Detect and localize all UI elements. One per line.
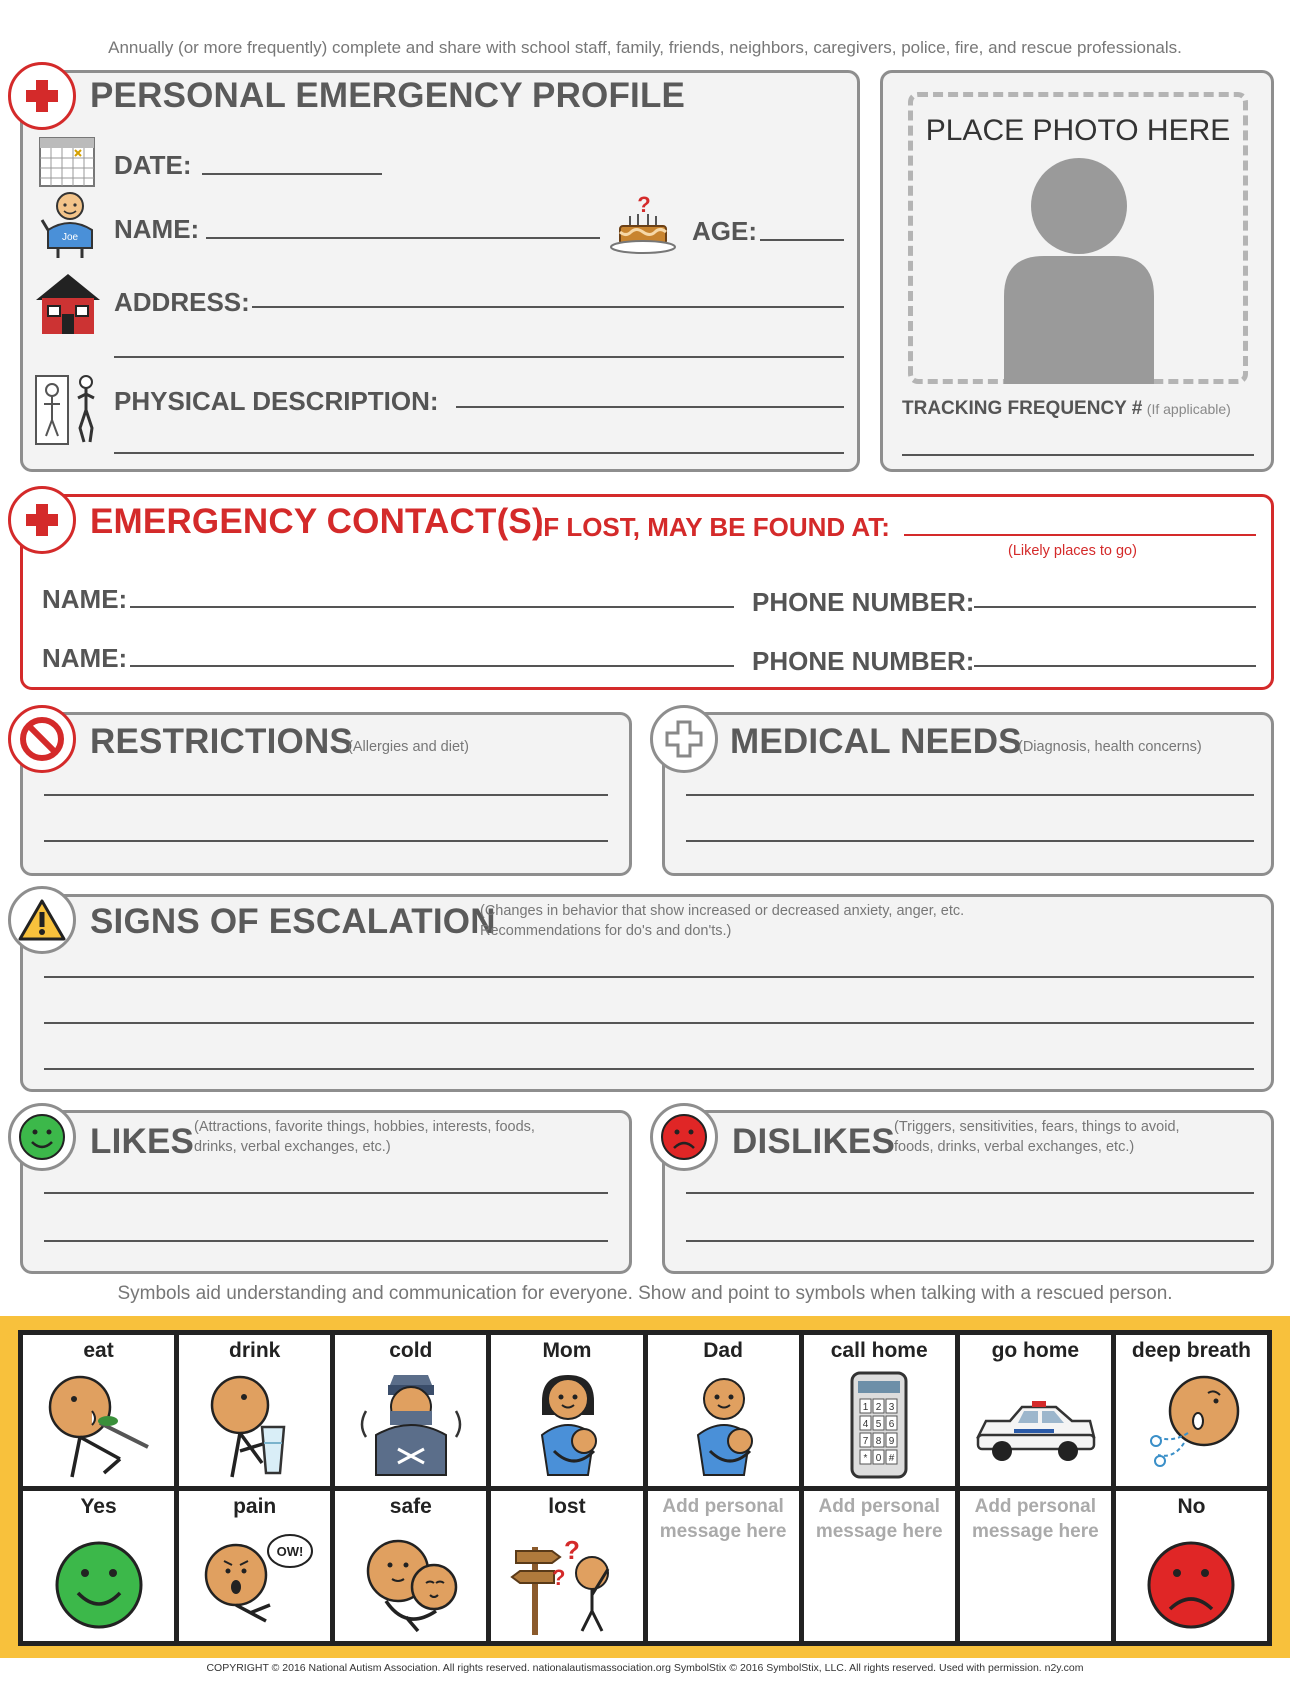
dislikes-note-1: (Triggers, sensitivities, fears, things to avoid,	[894, 1119, 1180, 1135]
svg-text:?: ?	[637, 192, 651, 217]
deep-breath-icon	[1126, 1371, 1256, 1481]
symbol-label: Mom	[542, 1339, 592, 1362]
lost-signpost-icon	[502, 1527, 632, 1637]
age-line[interactable]	[760, 239, 844, 241]
symbol-personal-message-2[interactable]	[804, 1491, 955, 1642]
symbol-eat[interactable]	[23, 1335, 174, 1486]
phone-key-label: 4	[862, 1419, 869, 1430]
physical-line-2[interactable]	[114, 452, 844, 454]
symbol-pain[interactable]	[179, 1491, 330, 1642]
tracking-line[interactable]	[902, 454, 1254, 456]
no-sad-face-icon	[1126, 1527, 1256, 1637]
svg-text:?: ?	[551, 1564, 566, 1590]
copyright-footer: COPYRIGHT © 2016 National Autism Association. All rights reserved. nationalautismassociation.org SymbolStix © 2016 SymbolStix, LLC. All rights reserved. Used with permission. n2y.com	[206, 1662, 1084, 1674]
person-silhouette-icon	[994, 156, 1164, 389]
symbol-personal-message-3[interactable]	[960, 1491, 1111, 1642]
symbol-deep-breath[interactable]	[1116, 1335, 1267, 1486]
found-at-label: IF LOST, MAY BE FOUND AT:	[536, 512, 890, 542]
symbol-label: Dad	[703, 1339, 743, 1362]
contact-phone-line-1[interactable]	[974, 606, 1256, 608]
symbol-label: deep breath	[1131, 1339, 1251, 1362]
symbols-instruction: Symbols aid understanding and communication for everyone. Show and point to symbols when talking with a rescued person.	[117, 1283, 1173, 1304]
medical-cross-icon	[650, 705, 718, 773]
escalation-title: SIGNS OF ESCALATION	[90, 902, 496, 941]
no-symbol-icon	[8, 705, 76, 773]
safe-hug-icon	[346, 1527, 476, 1637]
emergency-title: EMERGENCY CONTACT(S)	[90, 502, 544, 541]
symbol-call-home[interactable]	[804, 1335, 955, 1486]
profile-title: PERSONAL EMERGENCY PROFILE	[90, 76, 686, 115]
symbol-cold[interactable]	[335, 1335, 486, 1486]
escalation-note-2: Recommendations for do's and don'ts.)	[480, 923, 732, 939]
mom-icon	[502, 1371, 632, 1481]
contact-name-line-2[interactable]	[130, 665, 734, 667]
likes-line-2[interactable]	[44, 1240, 608, 1242]
dislikes-note-2: foods, drinks, verbal exchanges, etc.)	[894, 1139, 1135, 1155]
symbol-personal-message-1[interactable]	[648, 1491, 799, 1642]
symbol-label: call home	[830, 1339, 928, 1362]
drink-icon	[190, 1371, 320, 1481]
warning-icon	[8, 886, 76, 954]
symbol-dad[interactable]	[648, 1335, 799, 1486]
symbol-label: Add personal message here	[971, 1495, 1099, 1542]
escalation-note-1: (Changes in behavior that show increased or decreased anxiety, anger, etc.	[480, 903, 965, 919]
red-cross-icon	[8, 62, 76, 130]
contact-name-label-1: NAME:	[42, 584, 128, 614]
likes-line-1[interactable]	[44, 1192, 608, 1194]
address-line-1[interactable]	[252, 306, 844, 308]
yes-happy-face-icon	[34, 1527, 164, 1637]
sad-face-icon	[650, 1103, 718, 1171]
escalation-line-1[interactable]	[44, 976, 1254, 978]
dislikes-line-1[interactable]	[686, 1192, 1254, 1194]
contact-phone-label-1: PHONE NUMBER:	[752, 587, 975, 617]
svg-text:?: ?	[563, 1534, 580, 1565]
dad-icon	[658, 1371, 788, 1481]
phone-icon	[814, 1371, 944, 1481]
date-line[interactable]	[202, 173, 382, 175]
phone-key-label: 0	[875, 1453, 882, 1464]
likes-note-2: drinks, verbal exchanges, etc.)	[194, 1139, 391, 1155]
contact-phone-line-2[interactable]	[974, 665, 1256, 667]
svg-text:OW!: OW!	[276, 1543, 304, 1559]
symbol-label: Add personal message here	[659, 1495, 787, 1542]
medical-line-1[interactable]	[686, 794, 1254, 796]
symbol-label: safe	[389, 1494, 432, 1518]
medical-note: (Diagnosis, health concerns)	[1018, 739, 1202, 755]
restrictions-title: RESTRICTIONS	[90, 722, 353, 761]
police-car-icon	[970, 1371, 1100, 1481]
restrictions-line-2[interactable]	[44, 840, 608, 842]
restrictions-note: (Allergies and diet)	[348, 739, 469, 755]
eat-icon	[34, 1371, 164, 1481]
symbol-label: Add personal message here	[815, 1495, 943, 1542]
symbol-label: Yes	[80, 1494, 117, 1518]
escalation-line-2[interactable]	[44, 1022, 1254, 1024]
body-description-icon	[34, 372, 100, 453]
symbol-label: go home	[991, 1339, 1080, 1362]
dislikes-title: DISLIKES	[732, 1122, 896, 1161]
phone-key-label: 1	[862, 1402, 869, 1413]
date-label: DATE:	[114, 150, 192, 180]
symbol-safe[interactable]	[335, 1491, 486, 1642]
contact-name-label-2: NAME:	[42, 643, 128, 673]
photo-caption: PLACE PHOTO HERE	[925, 114, 1231, 147]
symbol-label: lost	[548, 1494, 586, 1518]
physical-line-1[interactable]	[456, 406, 844, 408]
symbol-label: pain	[233, 1494, 277, 1518]
symbol-label: No	[1177, 1494, 1206, 1518]
calendar-icon	[38, 136, 96, 193]
person-icon	[38, 190, 98, 265]
restrictions-line-1[interactable]	[44, 794, 608, 796]
symbol-drink[interactable]	[179, 1335, 330, 1486]
house-icon	[32, 270, 104, 341]
symbol-board	[0, 1316, 1290, 1658]
happy-face-icon	[8, 1103, 76, 1171]
symbol-go-home[interactable]	[960, 1335, 1111, 1486]
phone-key-label: 6	[888, 1419, 895, 1430]
svg-text:Joe: Joe	[61, 232, 79, 243]
pain-icon	[190, 1527, 320, 1637]
contact-name-line-1[interactable]	[130, 606, 734, 608]
dislikes-line-2[interactable]	[686, 1240, 1254, 1242]
symbol-yes[interactable]	[23, 1491, 174, 1642]
tracking-label: TRACKING FREQUENCY # (If applicable)	[902, 398, 1231, 419]
phone-key-label: *	[863, 1453, 868, 1464]
phone-key-label: 7	[862, 1436, 869, 1447]
age-label: AGE:	[692, 216, 757, 246]
likes-title: LIKES	[90, 1122, 195, 1161]
physical-description-label: PHYSICAL DESCRIPTION:	[114, 386, 439, 416]
address-label: ADDRESS:	[114, 287, 250, 317]
cold-icon	[346, 1371, 476, 1481]
phone-key-label: 5	[875, 1419, 882, 1430]
phone-key-label: 2	[875, 1402, 882, 1413]
symbol-label: drink	[229, 1339, 281, 1362]
address-line-2[interactable]	[114, 356, 844, 358]
symbol-label: eat	[83, 1339, 114, 1362]
phone-key-label: 9	[888, 1436, 895, 1447]
medical-line-2[interactable]	[686, 840, 1254, 842]
symbol-mom[interactable]	[491, 1335, 642, 1486]
found-at-note: (Likely places to go)	[1008, 543, 1137, 559]
phone-key-label: 8	[875, 1436, 882, 1447]
contact-phone-label-2: PHONE NUMBER:	[752, 646, 975, 676]
phone-key-label: #	[888, 1453, 895, 1464]
found-at-line[interactable]	[904, 534, 1256, 536]
phone-key-label: 3	[888, 1402, 895, 1413]
name-line[interactable]	[206, 237, 600, 239]
medical-title: MEDICAL NEEDS	[730, 722, 1022, 761]
escalation-line-3[interactable]	[44, 1068, 1254, 1070]
top-instruction: Annually (or more frequently) complete and share with school staff, family, friends, neighbors, caregivers, police, fire, and rescue professionals.	[108, 38, 1182, 57]
red-cross-icon	[8, 486, 76, 554]
symbol-label: cold	[389, 1339, 433, 1362]
likes-note-1: (Attractions, favorite things, hobbies, interests, foods,	[194, 1119, 535, 1135]
symbol-lost[interactable]	[491, 1491, 642, 1642]
symbol-grid	[18, 1330, 1272, 1646]
symbol-no[interactable]	[1116, 1491, 1267, 1642]
name-label: NAME:	[114, 214, 200, 244]
birthday-cake-icon	[608, 192, 678, 261]
